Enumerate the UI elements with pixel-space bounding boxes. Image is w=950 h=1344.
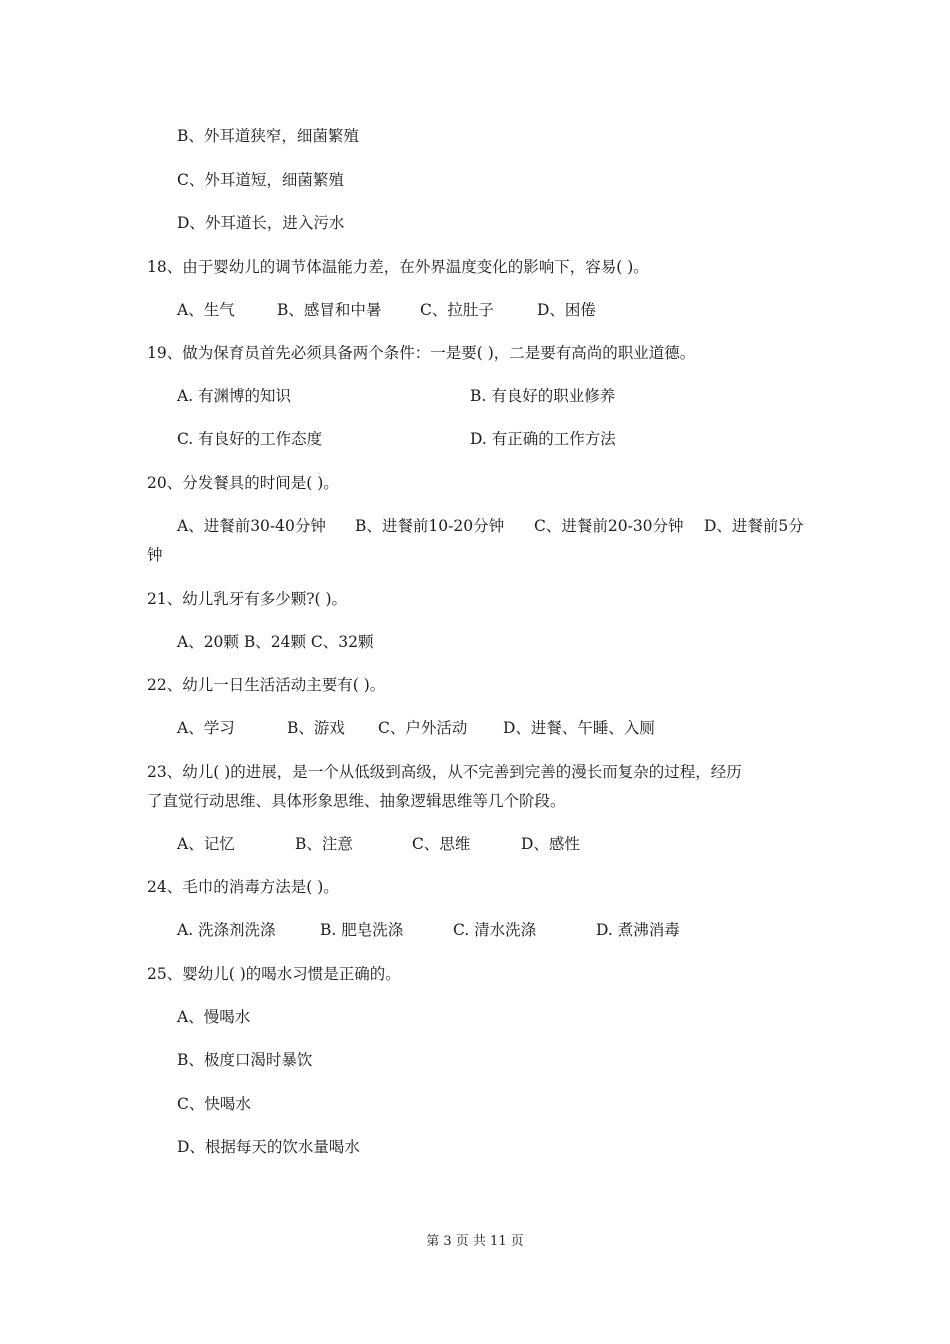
q17-option-b: B、外耳道狭窄，细菌繁殖 <box>177 127 359 145</box>
question-23-line2: 了直觉行动思维、具体形象思维、抽象逻辑思维等几个阶段。 <box>147 792 566 810</box>
question-22: 22、幼儿一日生活活动主要有( )。 <box>147 676 386 694</box>
q20-option-d-continued: 钟 <box>147 546 163 564</box>
page-footer: 第 3 页 共 11 页 <box>426 1234 524 1249</box>
q20-option-d: D、进餐前5分 <box>704 517 804 535</box>
q25-option-a: A、慢喝水 <box>177 1008 251 1026</box>
q22-option-b: B、游戏 <box>287 719 345 737</box>
q19-option-a: A. 有渊博的知识 <box>177 387 292 405</box>
question-25: 25、婴幼儿( )的喝水习惯是正确的。 <box>147 965 401 983</box>
question-18: 18、由于婴幼儿的调节体温能力差，在外界温度变化的影响下，容易( )。 <box>147 258 649 276</box>
q24-option-c: C. 清水洗涤 <box>453 921 537 939</box>
q18-option-a: A、生气 <box>177 301 235 319</box>
q19-option-c: C. 有良好的工作态度 <box>177 430 323 448</box>
q17-option-d: D、外耳道长，进入污水 <box>177 214 345 232</box>
question-20: 20、分发餐具的时间是( )。 <box>147 474 339 492</box>
q18-option-c: C、拉肚子 <box>420 301 494 319</box>
q25-option-b: B、极度口渴时暴饮 <box>177 1051 313 1069</box>
question-19: 19、做为保育员首先必须具备两个条件：一是要( )，二是要有高尚的职业道德。 <box>147 344 696 362</box>
question-23-line1: 23、幼儿( )的进展，是一个从低级到高级，从不完善到完善的漫长而复杂的过程，经历 <box>147 763 742 781</box>
q24-option-b: B. 肥皂洗涤 <box>320 921 404 939</box>
q22-option-c: C、户外活动 <box>378 719 468 737</box>
q20-option-b: B、进餐前10-20分钟 <box>355 517 505 535</box>
q23-option-c: C、思维 <box>412 835 471 853</box>
q23-option-b: B、注意 <box>295 835 353 853</box>
q20-option-a: A、进餐前30-40分钟 <box>177 517 326 535</box>
q19-option-d: D. 有正确的工作方法 <box>470 430 616 448</box>
q22-option-a: A、学习 <box>177 719 235 737</box>
q20-option-c: C、进餐前20-30分钟 <box>534 517 684 535</box>
q22-option-d: D、进餐、午睡、入厕 <box>503 719 655 737</box>
q24-option-a: A. 洗涤剂洗涤 <box>177 921 276 939</box>
q19-option-b: B. 有良好的职业修养 <box>470 387 616 405</box>
question-21: 21、幼儿乳牙有多少颗?( )。 <box>147 590 348 608</box>
q21-options: A、20颗 B、24颗 C、32颗 <box>177 633 374 651</box>
q18-option-b: B、感冒和中暑 <box>277 301 382 319</box>
q23-option-d: D、感性 <box>521 835 580 853</box>
q23-option-a: A、记忆 <box>177 835 235 853</box>
q17-option-c: C、外耳道短，细菌繁殖 <box>177 171 344 189</box>
q18-option-d: D、困倦 <box>537 301 596 319</box>
q25-option-c: C、快喝水 <box>177 1095 251 1113</box>
q25-option-d: D、根据每天的饮水量喝水 <box>177 1138 360 1156</box>
q24-option-d: D. 煮沸消毒 <box>596 921 680 939</box>
question-24: 24、毛巾的消毒方法是( )。 <box>147 878 339 896</box>
